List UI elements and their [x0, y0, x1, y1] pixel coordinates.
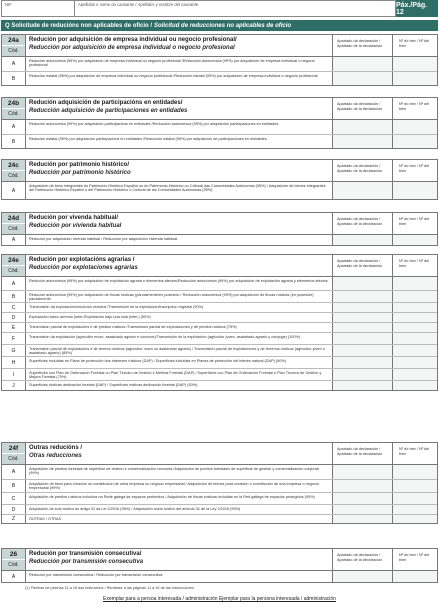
bien-number-input[interactable] — [392, 465, 437, 479]
top-header — [1, 0, 438, 17]
apartado-header: Apartado da declaración / Apartado de la declaración — [332, 160, 392, 181]
row-description: Adquisición de predios rústicos incluídos na Rede galega de espazos protexidos / Adquisición de fincas rústicas incluidas en la Red gallega de espacios protegidos (95%) — [29, 494, 315, 499]
apartado-header: Apartado da declaración / Apartado de la declaración — [332, 98, 392, 119]
row-letter: H — [2, 357, 26, 368]
reduction-row — [2, 302, 437, 312]
row-letter: B — [2, 135, 26, 148]
bien-number-input[interactable] — [392, 120, 437, 134]
row-letter: A — [2, 277, 26, 290]
row-letter: A — [2, 120, 26, 134]
bien-number-input[interactable] — [392, 313, 437, 322]
row-description: Redución autonómica (99%) por adquisición de empresa individual ou negocio profesional /Reducción autonómica (99%) por adquisición de empresa individual o negocio profesional. — [29, 58, 315, 68]
block-number: 24b — [2, 98, 25, 109]
row-description: Superficies rústicas dedicación forestal (DAP) / Superficies rústicas dedicación forestal (DAP) (50%) — [29, 382, 198, 387]
row-description: Adquisición de predios forestais de superficie de xestión e comercialización conxunta /Adquisición de predios forestales de superficie de gestión y comercialización conjunta (99%) — [29, 466, 319, 476]
block-code — [2, 160, 26, 181]
row-letter: E — [2, 323, 26, 332]
bien-number-input[interactable] — [392, 357, 437, 368]
block-24b — [1, 97, 438, 149]
causante-name-label: Apellidos e nome do causante / Apellidos y nombre del causante — [78, 2, 199, 7]
block-26 — [1, 548, 438, 583]
block-title: Redución por adquisición de empresa individual ou negocio profesional/ Reducción por adquisición de empresa individual o negocio profesional — [29, 37, 237, 51]
apartado-input[interactable] — [332, 480, 392, 492]
apartado-header: Apartado da declaración / Apartado de la declaración — [332, 213, 392, 234]
apartado-input[interactable] — [332, 72, 392, 85]
block-code — [2, 255, 26, 276]
row-description: Adquisición de solo rústico do artigo 31 da Lei 2/2016 (95%) / Adquisición suelo rústico del artículo 31 de la Ley 2/2016 (95%) — [29, 506, 241, 511]
bien-number-input[interactable] — [392, 323, 437, 332]
nif-label: NIF — [5, 2, 12, 7]
block-24c — [1, 159, 438, 200]
bien-number-input[interactable] — [392, 480, 437, 492]
block-title: Redución por patrimonio histórico/ Reducción por patrimonio histórico — [29, 162, 131, 176]
apartado-input[interactable] — [332, 291, 392, 302]
block-header — [2, 549, 437, 571]
row-letter: B — [2, 291, 26, 302]
apartado-input[interactable] — [332, 135, 392, 148]
apartado-header: Apartado da declaración / Apartado de la declaración — [332, 443, 392, 464]
apartado-input[interactable] — [332, 357, 392, 368]
nif-field[interactable] — [1, 0, 74, 17]
cod-label: Cód. — [8, 226, 19, 232]
block-number: 24c — [2, 160, 25, 171]
block-title: Redución por vivenda habitual/ Reducción por vivienda habitual — [29, 215, 122, 229]
bien-number-input[interactable] — [392, 571, 437, 582]
reduction-row — [2, 514, 437, 523]
block-header — [2, 160, 437, 182]
reduction-row — [2, 479, 437, 492]
apartado-input[interactable] — [332, 303, 392, 312]
cod-label: Cód. — [8, 111, 19, 117]
apartado-input[interactable] — [332, 182, 392, 199]
block-24e — [1, 254, 438, 391]
block-number: 24a — [2, 35, 25, 46]
block-code — [2, 443, 26, 464]
apartado-input[interactable] — [332, 493, 392, 504]
bien-number-input[interactable] — [392, 57, 437, 71]
block-code — [2, 35, 26, 56]
reduction-row — [2, 356, 437, 368]
apartado-input[interactable] — [332, 333, 392, 344]
reduction-row — [2, 380, 437, 390]
bien-number-input[interactable] — [392, 182, 437, 199]
reduction-row — [2, 344, 437, 356]
row-letter: A — [2, 465, 26, 479]
bien-number-input[interactable] — [392, 515, 437, 523]
apartado-header: Apartado da declaración / Apartado de la declaración — [332, 35, 392, 56]
reduction-row — [2, 368, 437, 380]
row-description: Redución por adquisición vivenda habitual / Reducción por adquisición vivienda habitual — [29, 236, 178, 241]
reduction-row — [2, 504, 437, 514]
block-number: 26 — [2, 549, 25, 560]
row-letter: Z — [2, 515, 26, 523]
reduction-row — [2, 290, 437, 302]
row-letter: B — [2, 72, 26, 85]
page-number: Páx./Pág. 12 — [396, 0, 438, 17]
row-description: Redución autonómica (99%) por adquisición participacións en entidades /Reducción autonómica (99%) por adquisición participaciones en entidades. — [29, 121, 280, 126]
row-description: Transmisión parcial de explotacións e de terreos rústicos (agricultor mozo ou asalariado agrario) / Transmisión parcial de explotaciones y de terrenos rústicos (agricultor joven o asalariado agrario) (85%) — [29, 346, 325, 356]
apartado-input[interactable] — [332, 381, 392, 390]
row-letter: A — [2, 235, 26, 245]
apartado-input[interactable] — [332, 323, 392, 332]
row-description: Redución estatal (95%) por adquisición participacións en entidades /Reducción estatal (95%) por adquisición de participaciones en entidades. — [29, 136, 268, 141]
bien-number-header: Nº do ben / Nº del bien — [392, 255, 437, 276]
reduction-row — [2, 120, 437, 134]
block-code — [2, 213, 26, 234]
apartado-input[interactable] — [332, 465, 392, 479]
bien-number-header: Nº do ben / Nº del bien — [392, 160, 437, 181]
row-letter: A — [2, 571, 26, 582]
footer-copy-label: Exemplar para a persoa interesada / administración Ejemplar para la persona interesada / administración — [103, 596, 336, 602]
row-letter: J — [2, 381, 26, 390]
row-description: OUTRAS / OTRAS — [29, 516, 62, 521]
block-title: Outras reducións / Otras reducciones — [29, 445, 83, 459]
block-code — [2, 98, 26, 119]
apartado-input[interactable] — [332, 235, 392, 245]
reduction-row — [2, 492, 437, 504]
row-description: Redución autonómica (99%) por adquisición de explotación agraria e elementos afectos/Reducción autonómica (99%) por adquisición de explotación agraria y elementos afectos. — [29, 278, 329, 283]
form-page — [1, 0, 438, 615]
row-letter: I — [2, 369, 26, 380]
block-title: Redución por transmisión consecutiva/ Reducción por transmisión consecutiva — [29, 551, 144, 565]
apartado-header: Apartado da declaración / Apartado de la declaración — [332, 549, 392, 570]
apartado-input[interactable] — [332, 505, 392, 514]
apartado-input[interactable] — [332, 345, 392, 356]
bien-number-input[interactable] — [392, 345, 437, 356]
block-number: 24e — [2, 255, 25, 266]
causante-name-field[interactable] — [74, 0, 396, 17]
bien-number-input[interactable] — [392, 135, 437, 148]
row-description: Adquisición de bens integrantes do Patrimonio Histórico Español ou do Patrimonio Histórico ou Cultural das Comunidades Autónomas (95%) / Adquisición de bienes integrantes del Patrimonio Histórico Español o del Patrimonio Histórico o Cultural de las Comunidades Autónomas (95%) — [29, 183, 326, 193]
row-description: Redución estatal (95%) por adquisición de empresa individual ou negocio profesional /Reducción estatal (95%) por adquisición de empresa individual o negocio profesional. — [29, 73, 319, 78]
bien-number-input[interactable] — [392, 303, 437, 312]
row-description: Superficies con Plan de Ordenación Forestal ou Plan Técnico de Xestión e Mellora Forestal (DAP) / Superficies con Plan de Ordenación Forestal o Plan Técnico de Gestión y Mejora Forestal (75%) — [29, 370, 322, 380]
block-header — [2, 213, 437, 235]
row-letter: G — [2, 345, 26, 356]
row-description: Superficies incluídas en Plans de protección dos intereses rústicos (DAP) / Superficies incluidas en Planes de protección del interés natural (DAP) (90%) — [29, 358, 287, 363]
reduction-row — [2, 322, 437, 332]
cod-label: Cód. — [8, 562, 19, 568]
cod-label: Cód. — [8, 48, 19, 54]
apartado-input[interactable] — [332, 120, 392, 134]
apartado-input[interactable] — [332, 277, 392, 290]
bien-number-header: Nº do ben / Nº del bien — [392, 443, 437, 464]
row-letter: A — [2, 182, 26, 199]
row-description: Adquisición de bens para creación ou constitución de unha empresa ou negocio empresarial / Adquisición de bienes para creación o constitución de una empresa o negocio empresarial (99%) — [29, 481, 319, 491]
footnote: (1) Páxinas de páxinas 11 a 16 das instrucións / Remitase a las páginas 11 a 16 de las instrucciones — [25, 586, 194, 590]
block-24f — [1, 442, 438, 524]
reduction-row — [2, 57, 437, 71]
bien-number-header: Nº do ben / Nº del bien — [392, 549, 437, 570]
reduction-row — [2, 465, 437, 479]
row-description: Redución por transmisión consecutiva / Reducción por transmisión consecutiva — [29, 572, 163, 577]
bien-number-input[interactable] — [392, 369, 437, 380]
block-title: Redución adquisición de participacións en entidades/ Reducción adquisición de participaciones en entidades — [29, 100, 188, 114]
block-number: 24f — [2, 443, 25, 454]
apartado-input[interactable] — [332, 369, 392, 380]
cod-label: Cód. — [8, 456, 19, 462]
row-letter: D — [2, 505, 26, 514]
row-letter: D — [2, 313, 26, 322]
block-header — [2, 255, 437, 277]
bien-number-header: Nº do ben / Nº del bien — [392, 98, 437, 119]
section-title: Q Solicitude de reducións non aplicables de oficio / Solicitud de reducciones no aplicables de oficio — [1, 20, 438, 31]
apartado-input[interactable] — [332, 515, 392, 523]
bien-number-input[interactable] — [392, 291, 437, 302]
block-header — [2, 35, 437, 57]
row-letter: A — [2, 57, 26, 71]
cod-label: Cód. — [8, 173, 19, 179]
apartado-input[interactable] — [332, 313, 392, 322]
bien-number-input[interactable] — [392, 235, 437, 245]
reduction-row — [2, 134, 437, 148]
row-description: Explotación baixo arrendo (inter./Explotación bajo una sola (inter.) (50%) — [29, 314, 151, 319]
block-number: 24d — [2, 213, 25, 224]
bien-number-input[interactable] — [392, 493, 437, 504]
cod-label: Cód. — [8, 268, 19, 274]
reduction-row — [2, 182, 437, 199]
block-header — [2, 443, 437, 465]
bien-number-header: Nº do ben / Nº del bien — [392, 213, 437, 234]
bien-number-input[interactable] — [392, 277, 437, 290]
bien-number-input[interactable] — [392, 381, 437, 390]
reduction-row — [2, 332, 437, 344]
block-24a — [1, 34, 438, 86]
bien-number-input[interactable] — [392, 72, 437, 85]
block-24d — [1, 212, 438, 246]
apartado-input[interactable] — [332, 57, 392, 71]
row-description: Transmisión da explotación (agricultor mozo, asalariado agrario e cónxuxe)/Transmisión de la explotación (agricultor joven, asalariado agrario y cónyuge) (100%) — [29, 334, 301, 339]
row-letter: C — [2, 493, 26, 504]
row-letter: F — [2, 333, 26, 344]
row-description: Redución autonómica (99%) por adquisición de fincas rústicas (parcialmente/en posesión / Reducción autonómica (99%) por adquisición de fincas rústicas (en posesión) parcialmente. — [29, 292, 314, 302]
row-description: Transmisión da explotación/inscrición rexistral /Transmisión de la explotación/inscripción registral (90%) — [29, 304, 204, 309]
block-header — [2, 98, 437, 120]
bien-number-input[interactable] — [392, 333, 437, 344]
bien-number-header: Nº do ben / Nº del bien — [392, 35, 437, 56]
block-title: Redución por explotacións agrarias / Reducción por explotaciones agrarias — [29, 257, 138, 271]
apartado-header: Apartado da declaración / Apartado de la declaración — [332, 255, 392, 276]
block-code — [2, 549, 26, 570]
apartado-input[interactable] — [332, 571, 392, 582]
row-letter: C — [2, 303, 26, 312]
reduction-row — [2, 235, 437, 245]
reduction-row — [2, 277, 437, 290]
reduction-row — [2, 71, 437, 85]
bien-number-input[interactable] — [392, 505, 437, 514]
reduction-row — [2, 312, 437, 322]
row-description: Transmisión parcial de explotacións e de predios rústicos /Transmisión parcial de explotaciones y de predios rústicos (75%) — [29, 324, 237, 329]
reduction-row — [2, 571, 437, 582]
row-letter: B — [2, 480, 26, 492]
